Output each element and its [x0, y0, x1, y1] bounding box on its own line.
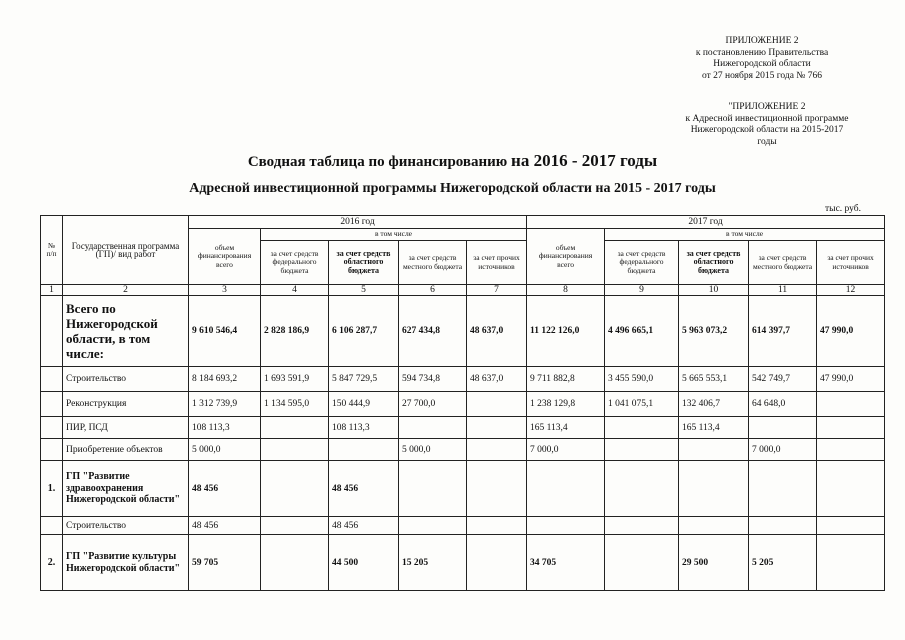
header-program: Государственная программа (ГП)/ вид работ [63, 216, 189, 285]
row-value: 5 000,0 [399, 439, 467, 461]
row-number [41, 392, 63, 417]
row-value: 1 041 075,1 [605, 392, 679, 417]
row-value: 48 456 [189, 517, 261, 535]
row-value [605, 517, 679, 535]
col-number: 8 [527, 285, 605, 296]
header-oth-2017: за счет прочих источников [817, 241, 885, 285]
row-value: 47 990,0 [817, 367, 885, 392]
row-label: Всего по Нижегородской области, в том числе: [63, 296, 189, 367]
row-value: 34 705 [527, 535, 605, 591]
row-value [329, 439, 399, 461]
row-value: 11 122 126,0 [527, 296, 605, 367]
table-row [41, 439, 885, 461]
row-value [749, 461, 817, 517]
row-value: 627 434,8 [399, 296, 467, 367]
row-value: 9 711 882,8 [527, 367, 605, 392]
row-value: 165 113,4 [527, 417, 605, 439]
title-part1: Сводная таблица по финансированию [247, 154, 512, 170]
row-value [261, 517, 329, 535]
appendix-line: Нижегородской области на 2015-2017 [690, 125, 844, 135]
row-value: 8 184 693,2 [189, 367, 261, 392]
row-label: ПИР, ПСД [63, 417, 189, 439]
row-value [261, 535, 329, 591]
row-value: 48 456 [329, 461, 399, 517]
row-value [467, 461, 527, 517]
table-row [41, 367, 885, 392]
row-value: 59 705 [189, 535, 261, 591]
header-loc-2016: за счет средств местного бюджета [399, 241, 467, 285]
row-number: 2. [41, 535, 63, 591]
row-label: Строительство [63, 517, 189, 535]
appendix-line: Нижегородской области [713, 59, 811, 69]
table-row [41, 461, 885, 517]
header-fed-2016: за счет средств федерального бюджета [261, 241, 329, 285]
row-value [749, 517, 817, 535]
row-label: Строительство [63, 367, 189, 392]
row-label: ГП "Развитие культуры Нижегородской области" [63, 535, 189, 591]
row-number [41, 417, 63, 439]
col-number: 11 [749, 285, 817, 296]
row-value [467, 535, 527, 591]
row-number [41, 439, 63, 461]
header-total-2016: объем финансирования всего [189, 229, 261, 285]
header-year-2016: 2016 год [189, 216, 527, 229]
row-value: 5 847 729,5 [329, 367, 399, 392]
header-oth-2016: за счет прочих источников [467, 241, 527, 285]
page-title [0, 151, 905, 171]
row-value [749, 417, 817, 439]
col-number: 2 [63, 285, 189, 296]
row-value: 15 205 [399, 535, 467, 591]
row-value: 1 312 739,9 [189, 392, 261, 417]
row-value [261, 439, 329, 461]
row-value: 1 134 595,0 [261, 392, 329, 417]
row-value: 9 610 546,4 [189, 296, 261, 367]
row-value: 3 455 590,0 [605, 367, 679, 392]
title-part2: на 2016 - 2017 годы [511, 151, 658, 170]
row-value: 48 637,0 [467, 367, 527, 392]
header-incl-2016: в том числе [261, 229, 527, 241]
row-value: 5 000,0 [189, 439, 261, 461]
row-value [467, 417, 527, 439]
row-value [399, 417, 467, 439]
col-number: 6 [399, 285, 467, 296]
row-number [41, 296, 63, 367]
appendix-resolution [667, 36, 857, 82]
row-value [527, 461, 605, 517]
financing-table [40, 215, 885, 591]
col-number: 5 [329, 285, 399, 296]
row-value: 165 113,4 [679, 417, 749, 439]
row-value [261, 417, 329, 439]
row-label: Приобретение объектов [63, 439, 189, 461]
col-number: 9 [605, 285, 679, 296]
row-value: 6 106 287,7 [329, 296, 399, 367]
header-total-2017: объем финансирования всего [527, 229, 605, 285]
row-value: 108 113,3 [189, 417, 261, 439]
row-value: 44 500 [329, 535, 399, 591]
col-number: 1 [41, 285, 63, 296]
row-value: 150 444,9 [329, 392, 399, 417]
table-row [41, 517, 885, 535]
table-row [41, 535, 885, 591]
row-value: 29 500 [679, 535, 749, 591]
row-value [527, 517, 605, 535]
row-value: 64 648,0 [749, 392, 817, 417]
row-value [679, 439, 749, 461]
row-number: 1. [41, 461, 63, 517]
row-value: 614 397,7 [749, 296, 817, 367]
row-value [679, 517, 749, 535]
row-value: 1 693 591,9 [261, 367, 329, 392]
row-value [467, 392, 527, 417]
col-number: 12 [817, 285, 885, 296]
column-number-row [41, 285, 885, 296]
col-number: 4 [261, 285, 329, 296]
appendix-line: к постановлению Правительства [695, 47, 829, 58]
row-value [605, 461, 679, 517]
row-value: 2 828 186,9 [261, 296, 329, 367]
table-row [41, 392, 885, 417]
row-value [467, 517, 527, 535]
row-value: 47 990,0 [817, 296, 885, 367]
row-value: 48 456 [329, 517, 399, 535]
row-value [817, 517, 885, 535]
row-value [605, 439, 679, 461]
col-number: 7 [467, 285, 527, 296]
row-value [817, 461, 885, 517]
row-value [817, 439, 885, 461]
col-number: 10 [679, 285, 749, 296]
row-value: 48 456 [189, 461, 261, 517]
header-incl-2017: в том числе [605, 229, 885, 241]
row-value [817, 417, 885, 439]
col-number: 3 [189, 285, 261, 296]
row-number [41, 517, 63, 535]
header-fed-2017: за счет средств федерального бюджета [605, 241, 679, 285]
row-value: 48 637,0 [467, 296, 527, 367]
header-loc-2017: за счет средств местного бюджета [749, 241, 817, 285]
row-number [41, 367, 63, 392]
row-value: 27 700,0 [399, 392, 467, 417]
row-label: Реконструкция [63, 392, 189, 417]
header-year-2017: 2017 год [527, 216, 885, 229]
row-value [467, 439, 527, 461]
row-value: 132 406,7 [679, 392, 749, 417]
header-reg-2016: за счет средств областного бюджета [329, 241, 399, 285]
table-row [41, 296, 885, 367]
row-value [399, 461, 467, 517]
row-value [817, 392, 885, 417]
row-value: 5 963 073,2 [679, 296, 749, 367]
row-value: 4 496 665,1 [605, 296, 679, 367]
row-value: 594 734,8 [399, 367, 467, 392]
page-subtitle: Адресной инвестиционной программы Нижегородской области на 2015 - 2017 годы [189, 181, 716, 196]
appendix-program [667, 102, 867, 148]
units-label: тыс. руб. [825, 204, 861, 214]
row-value [605, 535, 679, 591]
row-value [261, 461, 329, 517]
appendix-line: от 27 ноября 2015 года № 766 [701, 70, 822, 81]
header-reg-2017: за счет средств областного бюджета [679, 241, 749, 285]
row-value [817, 535, 885, 591]
appendix-line: годы [757, 136, 777, 147]
row-value [605, 417, 679, 439]
appendix-line: ПРИЛОЖЕНИЕ 2 [725, 36, 799, 46]
row-value: 7 000,0 [749, 439, 817, 461]
row-value: 5 665 553,1 [679, 367, 749, 392]
row-value: 1 238 129,8 [527, 392, 605, 417]
header-num: № п/п [41, 216, 63, 285]
row-label: ГП "Развитие здравоохранения Нижегородской области" [63, 461, 189, 517]
row-value: 542 749,7 [749, 367, 817, 392]
row-value [399, 517, 467, 535]
row-value [679, 461, 749, 517]
row-value: 5 205 [749, 535, 817, 591]
table-row [41, 417, 885, 439]
appendix-line: к Адресной инвестиционной программе [685, 113, 849, 124]
row-value: 7 000,0 [527, 439, 605, 461]
appendix-line: "ПРИЛОЖЕНИЕ 2 [728, 102, 806, 112]
row-value: 108 113,3 [329, 417, 399, 439]
